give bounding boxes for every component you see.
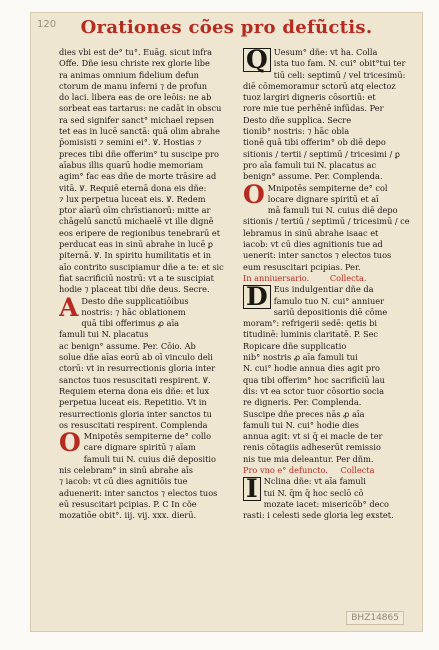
text-line: pro aīa famuli tui N. placatus ac <box>243 159 377 170</box>
text-line: annua agit: vt si q̄ ei macle de ter <box>243 431 383 442</box>
text-line: mā famuli tui N. cuius diē depo <box>267 205 398 216</box>
initial-letter-q: Q <box>243 48 271 72</box>
text-line: Mnipotēs sempiterne de° col <box>267 182 388 193</box>
text-line: Mnipotēs sempiterne de° collo <box>83 431 212 442</box>
text-line: famuli tui N. placatus <box>59 329 149 340</box>
text-line: ra sed signifer sanct° michael repsen <box>59 114 215 125</box>
text-line: benign° assume. Per. Complenda. <box>243 171 383 182</box>
left-column <box>59 47 227 592</box>
text-line: care dignare spiritū ⁊ aīam <box>83 442 196 453</box>
text-line: eos eripere de regionibus tenebrarū et <box>59 227 221 238</box>
text-line: piternā. Ꝟ. In spiritu humilitatis et in <box>59 250 211 261</box>
text-line: tionē quā tibi offerim° ob diē depo <box>243 137 386 148</box>
text-line: sorbeat eas tartarus: ne cadāt in obscu <box>59 103 222 114</box>
text-line: sariū depositionis diē cōme <box>273 306 388 317</box>
shelfmark-label: BHZ14865 <box>346 611 404 625</box>
left-block-1 <box>59 47 227 296</box>
text-line: Desto dñe supplicatiōibus <box>81 295 189 306</box>
text-line: Eus indulgentiar dñe da <box>273 284 374 295</box>
text-line: aīabus illis quarū hodie memoriam <box>59 159 204 170</box>
text-line: resurrectionis gloria inter sanctos tu <box>59 408 212 419</box>
text-line: tet eas in lucē sanctā: quā olim abrahe <box>59 126 221 137</box>
text-line: Offe. Dñe iesu christe rex glorie libe <box>59 58 210 69</box>
text-line: eū resuscitari pcipias. P. C In cõe <box>59 498 197 509</box>
text-line: eum resuscitari pcipias. Per. <box>243 261 361 272</box>
initial-letter-a: A <box>59 292 79 322</box>
right-block-2 <box>243 179 411 273</box>
page-title: Orationes cões pro defũctis. <box>80 17 373 38</box>
text-line: Ropicare dñe supplicatio <box>243 340 347 351</box>
text-line: nib° nostris ꝓ aīa famuli tui <box>243 352 358 363</box>
text-line: quā tibi offerimus ꝓ aīa <box>81 318 180 329</box>
right-block-4 <box>243 476 411 521</box>
text-line: sanctos tuos resuscitati respirent. Ꝟ. <box>59 374 211 385</box>
initial-letter-d: D <box>243 285 271 309</box>
text-line: ctorum de manu inferni ⁊ de profun <box>59 80 208 91</box>
text-line: fiat sacrificiū nostrū: vt a te suscipiat <box>59 272 214 283</box>
text-line: locare dignare spiritū et aī <box>267 193 379 204</box>
text-line: Desto dñe supplica. Secre <box>243 114 352 125</box>
defunct-heading: Pro vno e° defuncto. Collecta <box>243 464 375 475</box>
text-line: os resuscitati respirent. Complenda <box>59 419 208 430</box>
text-line: N. cui° hodie annua dies agit pro <box>243 363 380 374</box>
folio-number: 120 <box>37 19 57 30</box>
text-line: aīo contrito suscipiamur dñe a te: et sic <box>59 261 224 272</box>
text-line: do laci. libera eas de ore leōis: ne ab <box>59 92 212 103</box>
text-line: rore mie tue perhēnē infūdas. Per <box>243 103 384 114</box>
text-line: agim° fac eas dñe de morte trāsire ad <box>59 171 217 182</box>
text-line: perpetua luceat eis. Repetitio. Vt in <box>59 397 207 408</box>
text-line: famulo tuo N. cui° anniuer <box>273 295 384 306</box>
text-line: p̄omisisti ⁊ semini ei°. Ꝟ. Hostias ⁊ <box>59 137 202 148</box>
text-line: ptor aīarū oīm chrīstianorū: mitte ar <box>59 205 211 216</box>
text-line: qua tibi offerim° hoc sacrificiū lau <box>243 374 385 385</box>
text-line: tionib° nostris: ⁊ hāc obla <box>243 126 350 137</box>
text-line: hodie ⁊ placeat tibi dñe deus. Secre. <box>59 284 210 295</box>
text-line: dis: vt ea sctor tuor cōsortio socia <box>243 385 385 396</box>
right-column <box>243 47 411 592</box>
text-line: ac benign° assume. Per. Cōio. Ab <box>59 340 196 351</box>
right-block-3 <box>243 284 411 465</box>
initial-letter-o: O <box>59 428 81 458</box>
text-line: titudinē: luminis claritatē. P. Sec <box>243 329 379 340</box>
text-line: ista tuo fam. N. cui° obit°tui ter <box>273 58 406 69</box>
text-line: moram°: refrigerii sedē: qetis bi <box>243 318 378 329</box>
text-line: mozate iacet: misericōb° deco <box>263 498 389 509</box>
manuscript-leaf <box>30 12 423 632</box>
text-line: famuli tui N. cuius diē depositio <box>83 453 216 464</box>
left-block-3 <box>59 428 227 521</box>
text-line: tiū celi: septimū / vel tricesimū: <box>273 69 406 80</box>
text-line: sitionis / tertii / septimū / tricesimi / ꝑ <box>243 148 401 159</box>
text-line: Nclina dñe: vt aīa famuli <box>263 476 366 487</box>
text-line: perducat eas in sinū abrahe in lucē ꝑ <box>59 239 214 250</box>
text-line: Requiem eterna dona eis dñe: et lux <box>59 385 210 396</box>
right-block-1 <box>243 47 411 183</box>
text-line: preces tibi dñe offerim° tu suscipe pro <box>59 148 219 159</box>
anniversary-heading: In anniuersario. Collecta. <box>243 272 367 283</box>
initial-letter-i: I <box>243 477 261 501</box>
text-line: nis celebram° in sinū abrahe aīs <box>59 464 193 475</box>
text-line: renis cōtagiis adheserūt remissio <box>243 442 381 453</box>
text-line: vitā. Ꝟ. Requiē eternā dona eis dñe: <box>59 182 207 193</box>
text-line: ra animas omnium fidelium defun <box>59 69 199 80</box>
text-line: tui N. q̄m q̄ hoc seclō cō <box>263 487 364 498</box>
text-line: rasti: i celesti sede gloria leg exstet. <box>243 510 394 521</box>
text-line: ctorū: vt in resurrectionis gloria inter <box>59 363 216 374</box>
text-line: lebramus in sinū abrahe isaac et <box>243 227 379 238</box>
text-line: iacob: vt cū dies agnitionis tue ad <box>243 239 383 250</box>
text-line: re digneris. Per. Complenda. <box>243 397 362 408</box>
text-line: chāgelū sanctū michaelē vt ille dignē <box>59 216 214 227</box>
text-line: dies vbi est de° tu°. Euāg. sicut infra <box>59 47 213 57</box>
text-line: uenerit: inter sanctos ⁊ electos tuos <box>243 250 392 261</box>
text-line: mozatiōe obit°. iij. vij. xxx. dierū. <box>59 510 197 521</box>
text-line: diē cōmemoramur sctorū atq electoz <box>243 80 396 91</box>
text-line: ⁊ iacob: vt cū dies agnitiōis tue <box>59 476 188 487</box>
text-line: aduenerit: inter sanctos ⁊ electos tuos <box>59 487 218 498</box>
text-line: nostris: ⁊ hāc oblationem <box>81 306 186 317</box>
text-line: Uesum° dñe: vt ha. Colla <box>273 47 378 57</box>
text-line: Suscipe dñe preces nās ꝓ aīa <box>243 408 365 419</box>
text-line: sitionis / tertiū / septimū / tricesimū / ce <box>243 216 410 227</box>
text-line: solue dñe aīas eorū ab oī vinculo deli <box>59 352 213 363</box>
left-block-2 <box>59 292 227 432</box>
initial-letter-o: O <box>243 179 265 209</box>
text-line: ⁊ lux perpetua luceat eis. Ꝟ. Redem <box>59 193 206 204</box>
text-line: nis tue mia deleantur. Per dñm. <box>243 453 374 464</box>
text-line: tuoz largiri digneris cōsortiū: et <box>243 92 376 103</box>
text-line: famuli tui N. cui° hodie dies <box>243 419 360 430</box>
